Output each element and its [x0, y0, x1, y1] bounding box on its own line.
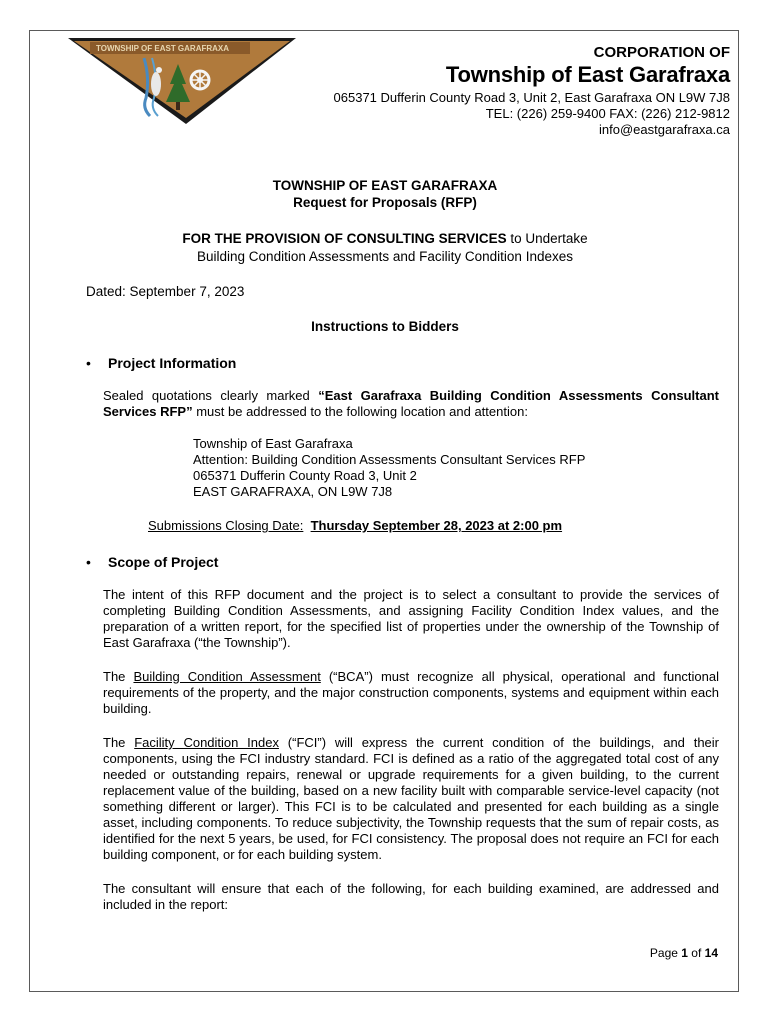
page-current: 1: [681, 946, 688, 960]
fci-term: Facility Condition Index: [134, 735, 279, 750]
provision-rest: to Undertake: [506, 231, 588, 246]
instructions-heading: Instructions to Bidders: [311, 319, 459, 334]
para-text: The: [103, 735, 135, 750]
page-number: [650, 946, 718, 960]
of-label: of: [687, 946, 705, 960]
closing-date: Thursday September 28, 2023 at 2:00 pm: [310, 518, 563, 533]
consultant-paragraph: The consultant will ensure that each of the following, for each building examined, are addressed and included in the report:: [103, 881, 719, 912]
provision-statement: [0, 230, 770, 266]
provision-line-2: Building Condition Assessments and Facility Condition Indexes: [197, 249, 573, 264]
bca-paragraph: [103, 669, 719, 717]
township-logo: [66, 36, 298, 126]
closing-label: Submissions Closing Date:: [148, 518, 304, 533]
township-name: Township of East Garafraxa: [445, 62, 730, 87]
bca-term: Building Condition Assessment: [133, 669, 321, 684]
page-total: 14: [704, 946, 718, 960]
contact-block: [334, 90, 730, 138]
address-line: Attention: Building Condition Assessments Consultant Services RFP: [193, 452, 586, 467]
svg-text:TOWNSHIP OF EAST GARAFRAXA: TOWNSHIP OF EAST GARAFRAXA: [96, 44, 230, 53]
sealed-quotations-paragraph: [103, 388, 719, 420]
section-project-information: [86, 355, 236, 371]
bullet-dot: •: [86, 355, 91, 371]
address-line: 065371 Dufferin County Road 3, Unit 2: [193, 468, 417, 483]
title-line-1: TOWNSHIP OF EAST GARAFRAXA: [272, 178, 498, 193]
closing-date-line: [148, 518, 562, 533]
address-line: EAST GARAFRAXA, ON L9W 7J8: [193, 484, 393, 499]
title-line-2: Request for Proposals (RFP): [293, 195, 477, 210]
para-text: (“BCA”) must recognize all physical, operational and functional requirements of the property, and the major construction components, systems and equipment within each building.: [103, 669, 719, 716]
para-text: must be addressed to the following location and attention:: [192, 404, 528, 419]
address-line: 065371 Dufferin County Road 3, Unit 2, East Garafraxa ON L9W 7J8: [333, 90, 730, 105]
bullet-dot: •: [86, 554, 91, 570]
para-text: The: [103, 669, 134, 684]
tel-fax-line: TEL: (226) 259-9400 FAX: (226) 212-9812: [485, 106, 730, 121]
section-heading: Project Information: [108, 355, 237, 371]
address-line: Township of East Garafraxa: [193, 436, 353, 451]
dated-line: Dated: September 7, 2023: [86, 284, 245, 299]
fci-paragraph: [103, 735, 719, 863]
page-label: Page: [649, 946, 682, 960]
section-heading: Scope of Project: [108, 554, 219, 570]
intent-paragraph: The intent of this RFP document and the project is to select a consultant to provide the services of completing Building Condition Assessments, and assigning Facility Condition Index values, and the preparation of a written report, for the specified list of properties under the ownership of the Township of East Garafraxa (“the Township”).: [103, 587, 719, 650]
rfp-name-bold: “East Garafraxa Building Condition Assessments Consultant Services RFP”: [103, 388, 719, 419]
para-text: Sealed quotations clearly marked: [103, 388, 319, 403]
submission-address: [193, 436, 585, 500]
para-text: (“FCI”) will express the current condition of the buildings, and their components, using the FCI industry standard. FCI is defined as a ratio of the aggregated total cost of any needed or outstanding repairs, renewal or upgrade requirements for a given building, to the current replacement value of the building, based on a new facility built with comparable service-level capacity (not something different or larger). This FCI is to be calculated and presented for each building as a single asset, including components. To reduce subjectivity, the Township requests that the sum of repair costs, as identified for the next 5 years, be used, for FCI consistency. The proposal does not require an FCI for each building component, or for each building system.: [103, 735, 719, 862]
document-title: [0, 177, 770, 211]
provision-bold: FOR THE PROVISION OF CONSULTING SERVICES: [182, 231, 507, 246]
section-scope-of-project: [86, 554, 218, 570]
corporation-of-label: CORPORATION OF: [593, 44, 730, 61]
email-line: info@eastgarafraxa.ca: [599, 122, 730, 137]
